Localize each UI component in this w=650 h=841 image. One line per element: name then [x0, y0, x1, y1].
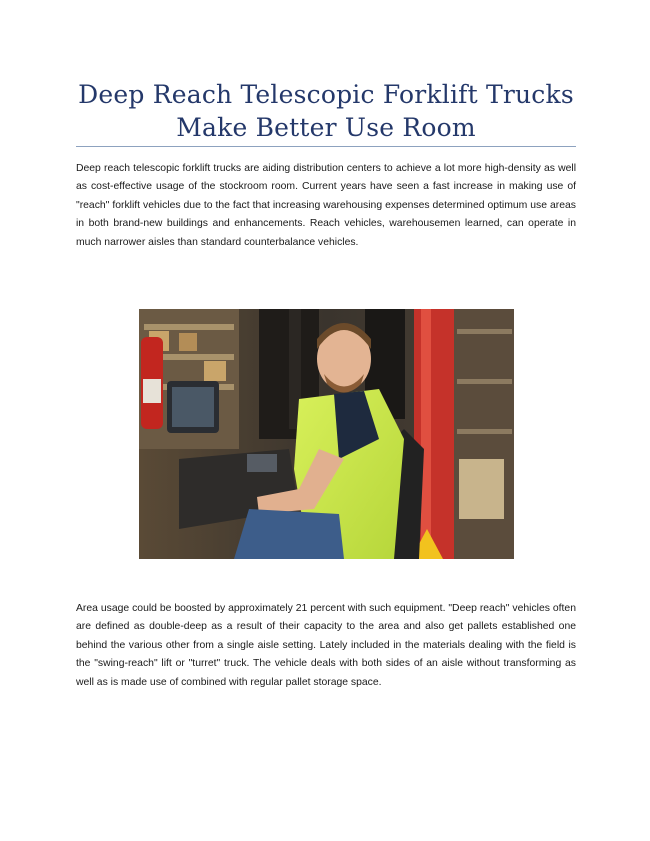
forklift-operator-photo — [139, 309, 514, 559]
paragraph-area-usage: Area usage could be boosted by approximately 21 percent with such equipment. "Deep reach" vehicles often are defined as double-deep as a result of their capacity to the area and also get pallets established one behind the various other from a single aisle setting. Lately included in the materials dealing with the field is the "swing-reach" lift or "turret" truck. The vehicle deals with both sides of an aisle without transforming as well as is made use of combined with regular pallet storage space. — [76, 603, 576, 688]
document-title: Deep Reach Telescopic Forklift Trucks Make Better Use Room — [78, 80, 574, 142]
title-divider — [76, 146, 576, 147]
paragraph-intro: Deep reach telescopic forklift trucks are aiding distribution centers to achieve a lot more high-density as well as cost-effective usage of the stockroom room. Current years have seen a fast increase in making use of "reach" forklift vehicles due to the fact that increasing warehousing expenses determined optimum use areas in both brand-new buildings and enhancements. Reach vehicles, warehousemen learned, can operate in much narrower aisles than standard counterbalance vehicles. — [76, 163, 576, 248]
